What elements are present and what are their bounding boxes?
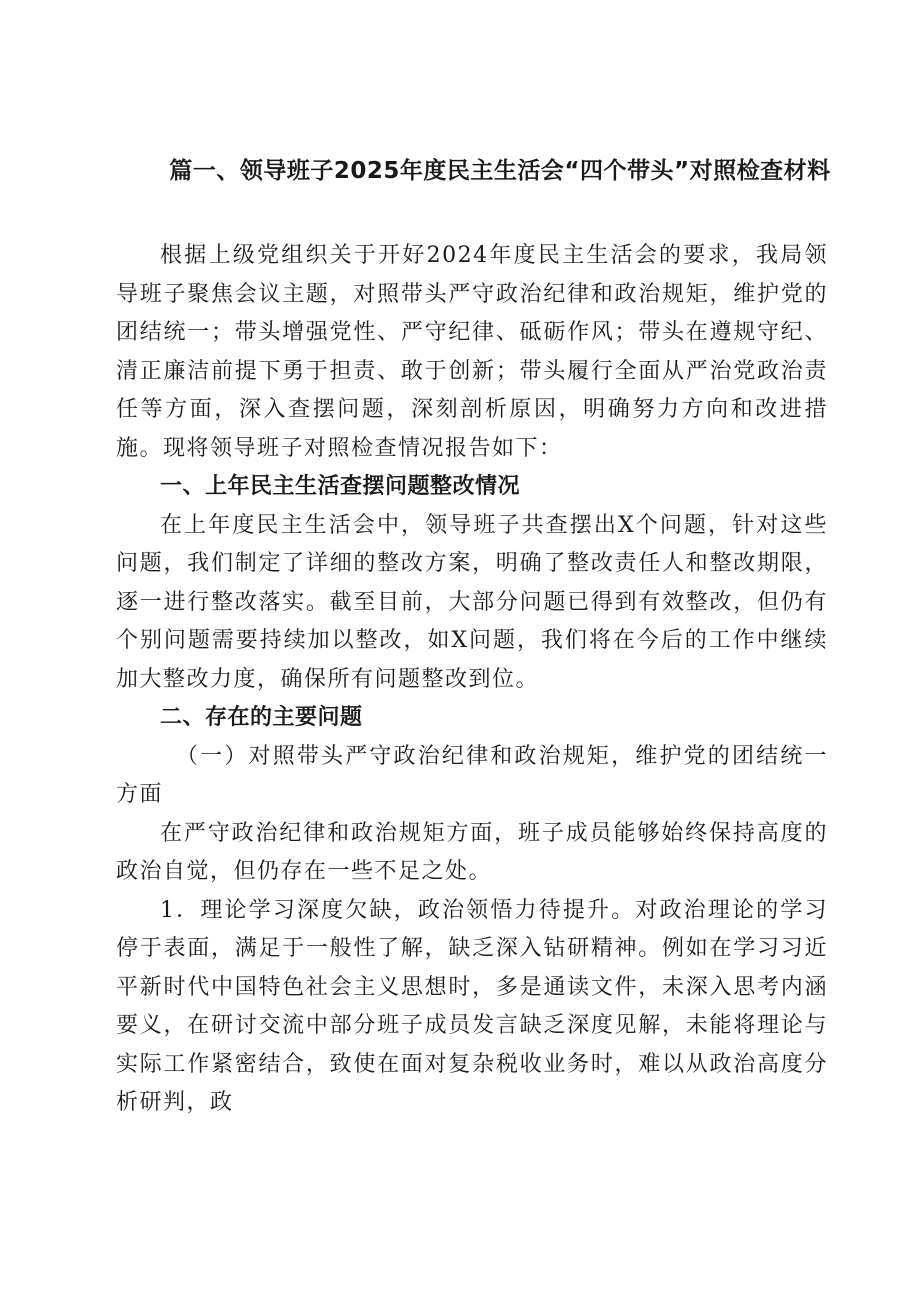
- document-body: [116, 237, 828, 1123]
- section-heading-main-problems: 二、存在的主要问题: [160, 705, 363, 730]
- political-discipline-paragraph: 在严守政治纪律和政治规矩方面，班子成员能够始终保持高度的政治自觉，但仍存在一些不足之处。: [116, 820, 828, 884]
- subsection-heading-political-discipline: （一）对照带头严守政治纪律和政治规矩，维护党的团结统一方面: [116, 743, 828, 807]
- problem-item-1: 1．理论学习深度欠缺，政治领悟力待提升。对政治理论的学习停于表面，满足于一般性了解，缺乏深入钻研精神。例如在学习习近平新时代中国特色社会主义思想时，多是通读文件，未深入思考内涵要义，在研讨交流中部分班子成员发言缺乏深度见解，未能将理论与实际工作紧密结合，致使在面对复杂税收业务时，难以从政治高度分析研判，政: [116, 897, 828, 1115]
- intro-paragraph: 根据上级党组织关于开好2024年度民主生活会的要求，我局领导班子聚焦会议主题，对照带头严守政治纪律和政治规矩，维护党的团结统一；带头增强党性、严守纪律、砥砺作风；带头在遵规守纪、清正廉洁前提下勇于担责、敢于创新；带头履行全面从严治党政治责任等方面，深入查摆问题，深刻剖析原因，明确努力方向和改进措施。现将领导班子对照检查情况报告如下：: [116, 243, 828, 461]
- rectification-paragraph: 在上年度民主生活会中，领导班子共查摆出X个问题，针对这些问题，我们制定了详细的整改方案，明确了整改责任人和整改期限，逐一进行整改落实。截至目前，大部分问题已得到有效整改，但仍有个别问题需要持续加以整改，如X问题，我们将在今后的工作中继续加大整改力度，确保所有问题整改到位。: [116, 512, 828, 692]
- section-heading-rectification: 一、上年民主生活查摆问题整改情况: [160, 474, 521, 499]
- document-title: 篇一、领导班子2025年度民主生活会“四个带头”对照检查材料: [169, 158, 831, 184]
